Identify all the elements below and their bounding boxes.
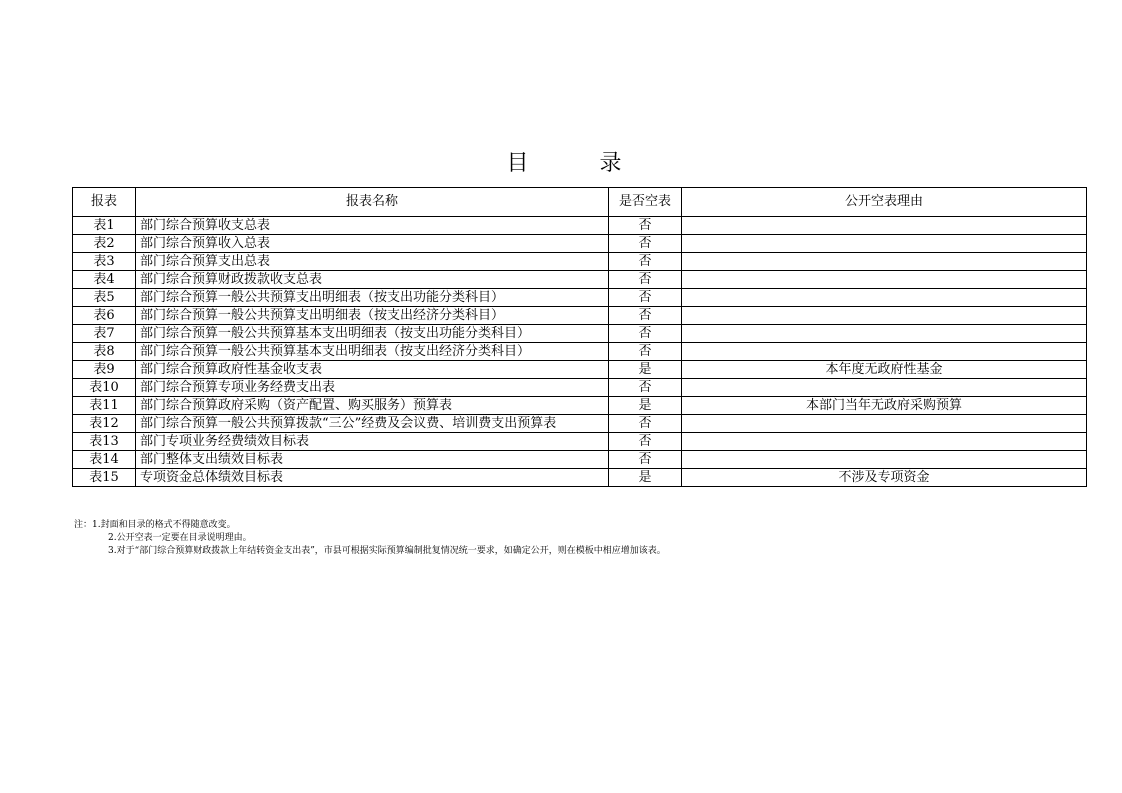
table-row <box>73 415 1087 433</box>
cell-reason <box>682 343 1087 361</box>
cell-reason: 本年度无政府性基金 <box>682 361 1087 379</box>
cell-report-name: 部门综合预算一般公共预算拨款“三公”经费及会议费、培训费支出预算表 <box>136 415 609 433</box>
cell-report-no: 表15 <box>73 469 136 487</box>
cell-reason <box>682 415 1087 433</box>
header-cell-reason: 公开空表理由 <box>682 188 1087 217</box>
table-row <box>73 289 1087 307</box>
cell-report-no: 表13 <box>73 433 136 451</box>
page-title: 目 录 <box>506 151 654 176</box>
cell-is-empty: 否 <box>609 289 682 307</box>
cell-is-empty: 否 <box>609 307 682 325</box>
cell-report-name: 部门综合预算一般公共预算支出明细表（按支出经济分类科目） <box>136 307 609 325</box>
cell-reason <box>682 307 1087 325</box>
cell-report-name: 专项资金总体绩效目标表 <box>136 469 609 487</box>
cell-report-no: 表10 <box>73 379 136 397</box>
table-row <box>73 235 1087 253</box>
cell-reason <box>682 451 1087 469</box>
cell-reason <box>682 217 1087 235</box>
cell-reason <box>682 433 1087 451</box>
cell-report-no: 表9 <box>73 361 136 379</box>
cell-is-empty: 是 <box>609 361 682 379</box>
cell-report-no: 表3 <box>73 253 136 271</box>
table-row <box>73 469 1087 487</box>
cell-is-empty: 否 <box>609 235 682 253</box>
table-row <box>73 271 1087 289</box>
note-item: 3.对于“部门综合预算财政拨款上年结转资金支出表”，市县可根据实际预算编制批复情况统一要求，如确定公开，则在模板中相应增加该表。 <box>108 546 666 556</box>
cell-report-name: 部门综合预算政府性基金收支表 <box>136 361 609 379</box>
cell-is-empty: 否 <box>609 271 682 289</box>
cell-report-name: 部门综合预算收支总表 <box>136 217 609 235</box>
cell-report-no: 表11 <box>73 397 136 415</box>
cell-report-name: 部门综合预算一般公共预算支出明细表（按支出功能分类科目） <box>136 289 609 307</box>
note-item: 2.公开空表一定要在目录说明理由。 <box>108 533 252 543</box>
cell-reason <box>682 235 1087 253</box>
cell-report-no: 表6 <box>73 307 136 325</box>
header-cell-report: 报表 <box>73 188 136 217</box>
cell-reason <box>682 253 1087 271</box>
cell-is-empty: 是 <box>609 469 682 487</box>
cell-report-name: 部门整体支出绩效目标表 <box>136 451 609 469</box>
cell-is-empty: 否 <box>609 379 682 397</box>
table-row <box>73 433 1087 451</box>
table-row <box>73 325 1087 343</box>
notes <box>74 519 666 558</box>
cell-reason <box>682 325 1087 343</box>
table-header-row <box>73 188 1087 217</box>
table-row <box>73 253 1087 271</box>
cell-reason: 不涉及专项资金 <box>682 469 1087 487</box>
cell-report-no: 表8 <box>73 343 136 361</box>
table-row <box>73 361 1087 379</box>
cell-report-name: 部门综合预算财政拨款收支总表 <box>136 271 609 289</box>
cell-report-name: 部门综合预算一般公共预算基本支出明细表（按支出功能分类科目） <box>136 325 609 343</box>
cell-is-empty: 否 <box>609 325 682 343</box>
cell-report-no: 表7 <box>73 325 136 343</box>
table-row <box>73 379 1087 397</box>
cell-report-no: 表14 <box>73 451 136 469</box>
cell-is-empty: 是 <box>609 397 682 415</box>
header-cell-is-empty: 是否空表 <box>609 188 682 217</box>
table-row <box>73 307 1087 325</box>
cell-report-no: 表4 <box>73 271 136 289</box>
cell-report-name: 部门综合预算专项业务经费支出表 <box>136 379 609 397</box>
cell-reason <box>682 289 1087 307</box>
cell-reason <box>682 379 1087 397</box>
cell-report-no: 表12 <box>73 415 136 433</box>
table-row <box>73 217 1087 235</box>
cell-reason <box>682 271 1087 289</box>
cell-is-empty: 否 <box>609 415 682 433</box>
cell-report-name: 部门综合预算一般公共预算基本支出明细表（按支出经济分类科目） <box>136 343 609 361</box>
cell-report-name: 部门综合预算收入总表 <box>136 235 609 253</box>
table-row <box>73 343 1087 361</box>
header-cell-report-name: 报表名称 <box>136 188 609 217</box>
cell-report-no: 表2 <box>73 235 136 253</box>
cell-is-empty: 否 <box>609 217 682 235</box>
cell-is-empty: 否 <box>609 343 682 361</box>
note-item: 注：1.封面和目录的格式不得随意改变。 <box>74 520 236 530</box>
cell-report-name: 部门综合预算支出总表 <box>136 253 609 271</box>
cell-is-empty: 否 <box>609 253 682 271</box>
cell-is-empty: 否 <box>609 451 682 469</box>
catalog-table <box>72 187 1087 487</box>
cell-report-no: 表5 <box>73 289 136 307</box>
cell-reason: 本部门当年无政府采购预算 <box>682 397 1087 415</box>
table-row <box>73 451 1087 469</box>
table-row <box>73 397 1087 415</box>
cell-report-name: 部门专项业务经费绩效目标表 <box>136 433 609 451</box>
cell-is-empty: 否 <box>609 433 682 451</box>
cell-report-no: 表1 <box>73 217 136 235</box>
cell-report-name: 部门综合预算政府采购（资产配置、购买服务）预算表 <box>136 397 609 415</box>
